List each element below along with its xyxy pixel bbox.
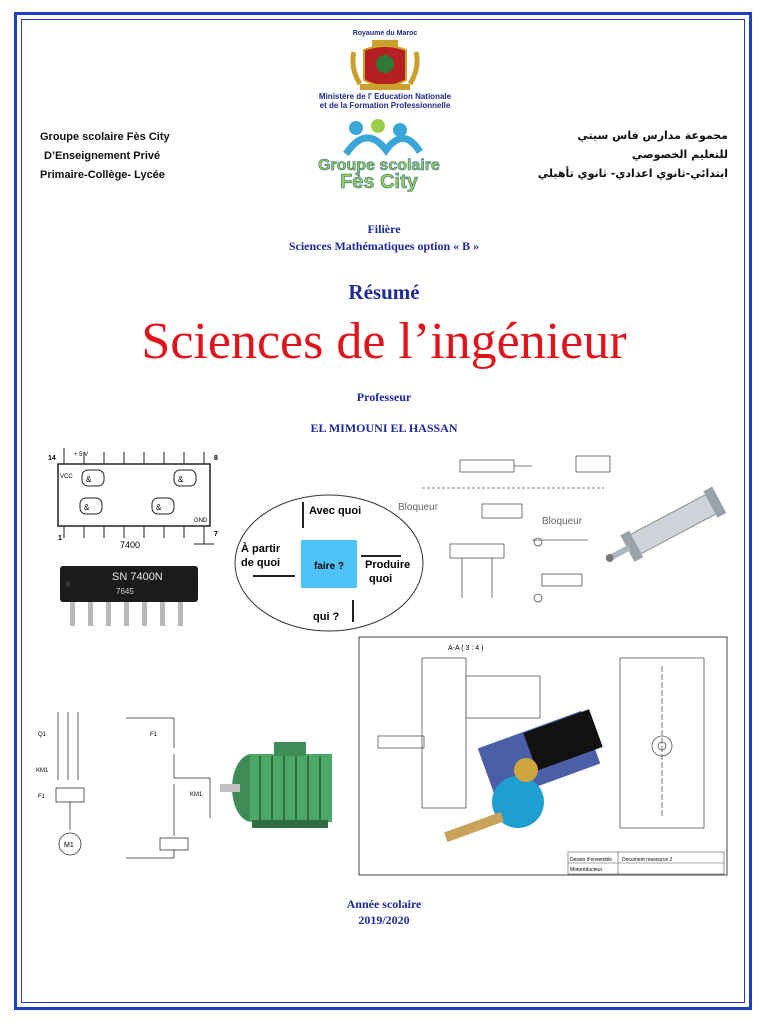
- cartouche-title: Dessin d'ensemble: [570, 857, 613, 863]
- filiere-option: Sciences Mathématiques option « B »: [288, 239, 480, 253]
- svg-text:&: &: [178, 475, 184, 484]
- document-title: Sciences de l’ingénieur: [141, 313, 627, 370]
- section-label: A-A ( 3 : 4 ): [448, 645, 484, 652]
- ministry-line-1: Ministère de l' Education Nationale: [318, 92, 452, 101]
- school-left-line1: Groupe scolaire Fès City: [40, 131, 170, 143]
- school-left-line2: D’Enseignement Privé: [44, 150, 161, 162]
- school-right-line2: للتعليم الخصوصي: [631, 148, 728, 161]
- ic-pin7: 7: [214, 531, 218, 538]
- ministry-line-2: et de la Formation Professionnelle: [319, 101, 451, 110]
- professor-name: EL MIMOUNI EL HASSAN: [310, 421, 458, 435]
- motor-power-circuit: [34, 700, 108, 870]
- ic-vcc: VCC: [60, 474, 73, 480]
- svg-text:&: &: [84, 503, 90, 512]
- chip-label: SN 7400N: [112, 571, 163, 583]
- func-apartir: À partir: [241, 543, 281, 555]
- school-year-value: 2019/2020: [358, 913, 410, 927]
- chip-sn7400n-image: [54, 556, 204, 634]
- func-qui: qui ?: [313, 611, 340, 623]
- bloqueur-1: Bloqueur: [398, 502, 439, 513]
- svg-text:&: &: [156, 503, 162, 512]
- kingdom-label: Royaume du Maroc: [352, 30, 418, 37]
- func-avec: Avec quoi: [309, 505, 362, 517]
- func-faire: faire ?: [313, 561, 345, 572]
- motor-control-circuit: [114, 708, 222, 870]
- ministry-label: [290, 92, 480, 110]
- func-produire: Produire: [365, 559, 411, 571]
- bloqueur-2: Bloqueur: [542, 516, 583, 527]
- motor-m1: M1: [64, 842, 74, 849]
- school-info-left: [40, 128, 170, 185]
- school-logo-line2: Fès City: [340, 171, 418, 192]
- ic-pin8: 8: [214, 455, 218, 462]
- filiere-label: Filière: [367, 222, 401, 236]
- f1-power: F1: [38, 794, 46, 800]
- svg-text:&: &: [86, 475, 92, 484]
- ic-5v: + 5 V: [74, 452, 89, 458]
- school-info-right: [538, 126, 728, 183]
- chip-code: 7645: [116, 587, 134, 596]
- svg-text:Q1: Q1: [38, 732, 47, 738]
- cartouche-sub: Motoréducteur: [570, 867, 603, 873]
- func-dequoi: de quoi: [241, 557, 281, 569]
- gear-motor-technical-drawing: [358, 636, 728, 876]
- pneumatic-schematic: [392, 448, 614, 608]
- cartouche-doc: Document ressource 2: [622, 857, 673, 863]
- electric-motor-image: [218, 722, 354, 834]
- school-year-label: Année scolaire: [346, 897, 422, 911]
- school-logo: [296, 118, 462, 192]
- f1-control: F1: [150, 732, 158, 738]
- ic-pin14: 14: [48, 455, 56, 462]
- ic-pin1: 1: [58, 535, 62, 542]
- ic-7400-diagram: [44, 448, 230, 554]
- func-quoi: quoi: [369, 573, 393, 585]
- school-logo-line1: Groupe scolaire: [318, 157, 440, 174]
- document-type: Résumé: [348, 280, 420, 304]
- coat-of-arms-emblem: [350, 38, 420, 92]
- km1-control: KM1: [190, 792, 203, 798]
- school-left-line3: Primaire-Collège- Lycée: [40, 169, 165, 181]
- ic-name: 7400: [120, 540, 141, 550]
- professor-label: Professeur: [356, 390, 412, 404]
- school-right-line1: مجموعة مدارس فاس سيتي: [577, 129, 728, 142]
- school-right-line3: ابتدائي-ثانوي اعدادي- ثانوي تأهيلي: [537, 167, 728, 180]
- pneumatic-cylinder-image: [598, 482, 738, 572]
- ic-gnd: GND: [194, 518, 208, 524]
- km1-power: KM1: [36, 768, 49, 774]
